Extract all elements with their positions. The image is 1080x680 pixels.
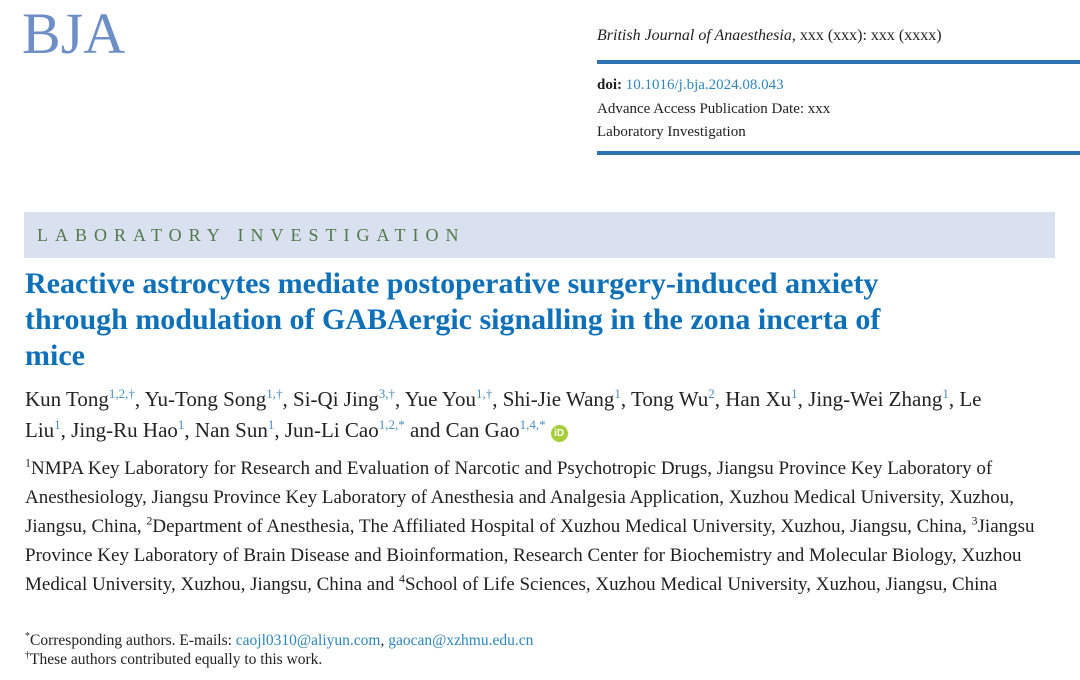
header-rule-bottom [597,151,1080,155]
footnotes [25,631,533,669]
author-name: Si-Qi Jing [293,387,379,411]
corresponding-marker: * [25,630,30,642]
author-superscript: 1,4,* [519,417,546,432]
footnote-equal-contribution [25,650,533,669]
doi-link[interactable]: 10.1016/j.bja.2024.08.043 [625,77,784,93]
author-superscript: 1,2,* [378,417,405,432]
affiliation-superscript: 3 [971,513,978,528]
article-title-line: Reactive astrocytes mediate postoperative surgery-induced anxiety [25,267,879,300]
author-superscript: 1 [177,417,185,432]
header-rule-top [597,60,1080,64]
author-superscript: 1 [54,417,61,432]
author-superscript: 1,† [475,386,493,401]
affiliations: $^1$NMPA Key Laboratory for Research and Evaluation of Narcotic and Psychotropic Drugs, Jiangsu Province Key Laboratory of Anesthesiology, Jiangsu Province Key Laboratory of Anesthesia and Analgesia Application, Xuzhou Medical University, Xuzhou, Jiangsu, China, $^2$Department of Anesthesia, The Affiliated Hospital of Xuzhou Medical University, Xuzhou, Jiangsu, China, $^3$Jiangsu Province Key Laboratory of Brain Disease and Bioinformation, Research Center for Biochemistry and Molecular Biology, Xuzhou Medical University, Xuzhou, Jiangsu, China and $^4$School of Life Sciences, Xuzhou Medical University, Xuzhou, Jiangsu, China [25,455,1035,595]
author-name: Le Liu [25,387,982,442]
affiliation-superscript: 2 [146,513,153,528]
author-name: Can Gao [445,418,520,442]
affiliation-superscript: 1 [25,455,31,470]
author-name: Shi-Jie Wang [502,387,615,411]
author-superscript: 1 [791,386,798,401]
equal-contribution-text: These authors contributed equally to this work. [30,651,323,668]
bja-journal-logo: BJA [22,1,126,66]
author-name: Nan Sun [194,418,268,442]
author-superscript: 1 [614,386,621,401]
author-list: Kun Tong$^{1,2,\dagger}$, Yu-Tong Song$^{1,\dagger}$, Si-Qi Jing$^{3,\dagger}$, Yue You$^{1,\dagger}$, Shi-Jie Wang$^1$, Tong Wu$^2$, Han Xu$^1$, Jing-Wei Zhang$^1$, Le Liu$^1$, Jing-Ru Hao$^1$, Nan Sun$^1$, Jun-Li Cao$^{1,2,*}$ and Can Gao$^{1,4,*}$iD [25,386,982,442]
email-separator: , [380,632,389,649]
section-banner-label: LABORATORY INVESTIGATION [37,224,466,245]
author-name: Yu-Tong Song [144,387,267,411]
author-name: Kun Tong [25,387,109,411]
article-title-line: through modulation of GABAergic signalling in the zona incerta of [25,303,881,336]
doi-line [597,77,1080,94]
doi-label: doi: [597,77,623,93]
article-title-line: mice [25,339,85,372]
corresponding-text: Corresponding authors. E-mails: [30,632,236,649]
author-name: Jing-Wei Zhang [808,387,943,411]
email-link-gao[interactable]: gaocan@xzhmu.edu.cn [388,632,534,649]
equal-contribution-marker: † [25,649,30,661]
journal-citation [597,26,1080,46]
author-superscript: 2 [708,386,715,401]
article-title [25,266,1065,374]
email-link-cao[interactable]: caojl0310@aliyun.com [235,632,381,649]
author-name: Yue You [404,387,476,411]
journal-info-block [597,26,1080,155]
journal-name: British Journal of Anaesthesia [597,27,792,44]
author-superscript: 1,2,† [108,386,135,401]
author-superscript: 1 [942,386,949,401]
article-type-line: Laboratory Investigation [597,124,746,140]
footnote-corresponding [25,631,533,650]
orcid-icon[interactable]: iD [551,425,568,442]
affiliation-superscript: 4 [398,571,405,586]
advance-access-line: Advance Access Publication Date: xxx [597,101,831,117]
author-name: Jing-Ru Hao [71,418,178,442]
author-superscript: 1 [267,417,275,432]
author-superscript: 3,† [378,386,396,401]
citation-details: , xxx (xxx): xxx (xxxx) [791,27,942,44]
section-banner [24,212,1055,258]
author-superscript: 1,† [266,386,283,401]
author-name: Tong Wu [631,387,709,411]
author-name: Jun-Li Cao [284,418,379,442]
author-name: Han Xu [725,387,792,411]
